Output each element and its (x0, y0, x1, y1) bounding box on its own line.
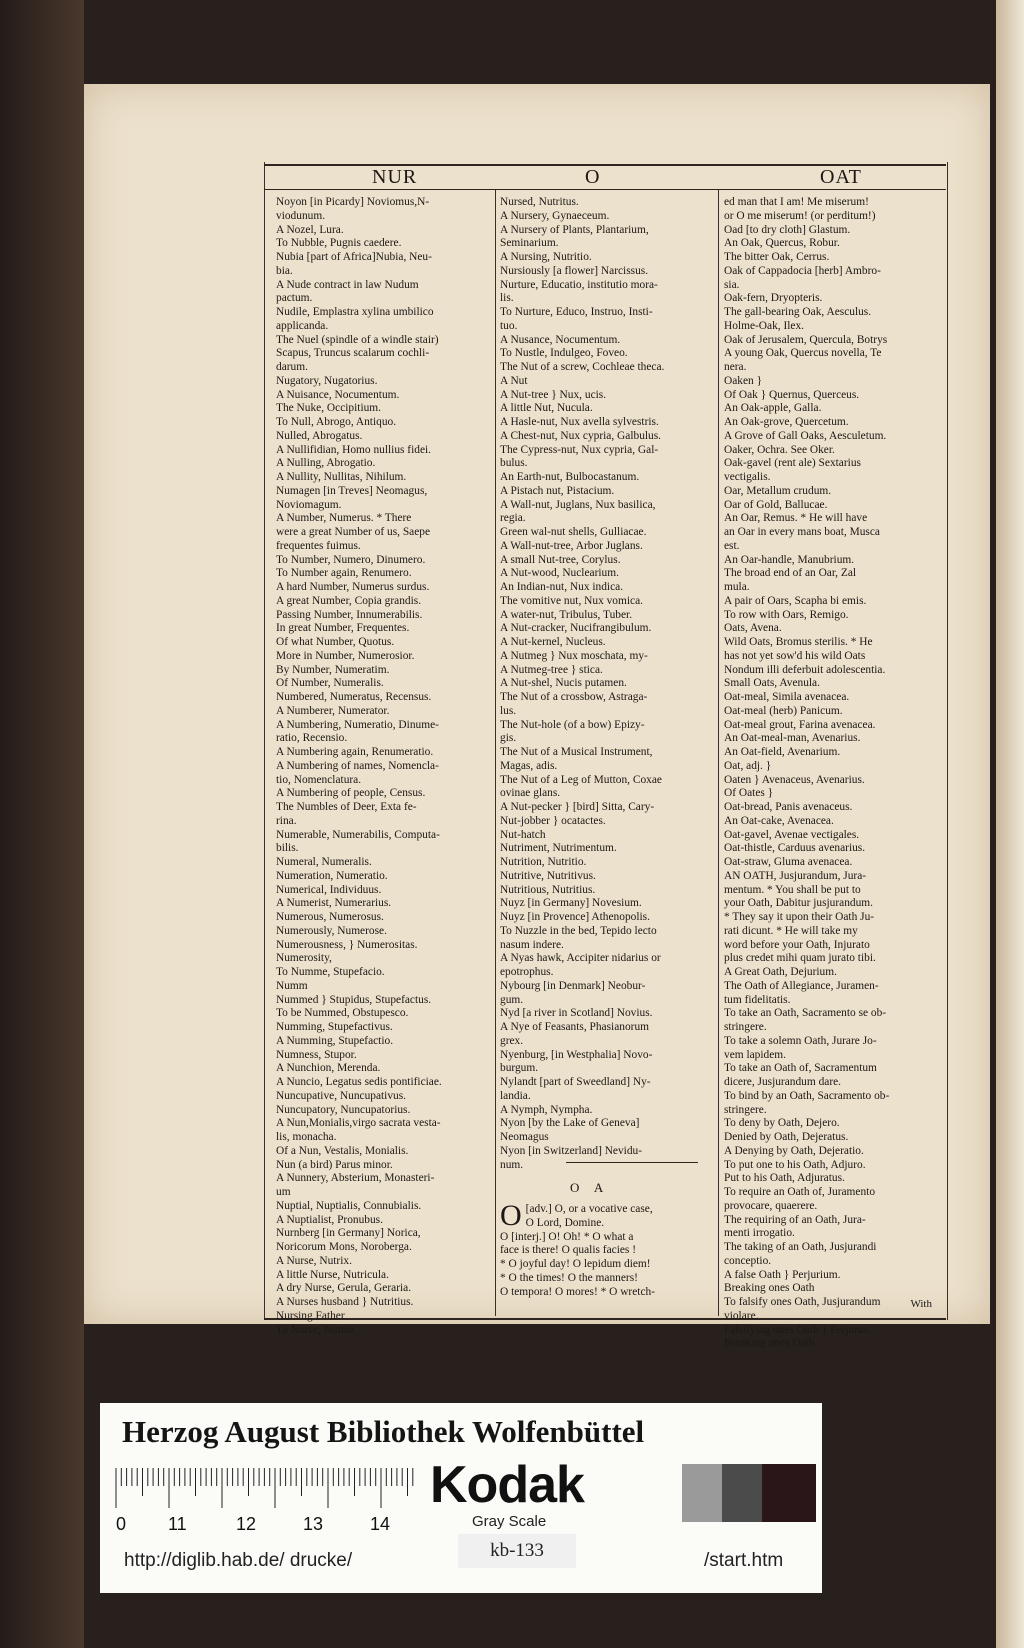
entry-line: An Oat-cake, Avenacea. (724, 814, 834, 827)
entry-line: To put one to his Oath, Adjuro. (724, 1158, 866, 1171)
entry-line: menti irrogatio. (724, 1227, 795, 1240)
entry-line: plus credet mihi quam jurato tibi. (724, 952, 876, 965)
entry-line: A Nurses husband } Nutritius. (276, 1296, 414, 1308)
entry-line: To take an Oath of, Sacramentum (724, 1062, 877, 1075)
entry-line: A Great Oath, Dejurium. (724, 966, 837, 978)
entry-line: A Nursing, Nutritio. (500, 251, 592, 263)
entry-line: To take an Oath, Sacramento se ob- (724, 1007, 887, 1020)
entry-line: By Number, Numeratim. (276, 663, 390, 676)
entry-line: stringere. (724, 1021, 767, 1033)
entry-line: Numerable, Numerabilis, Computa- (276, 828, 440, 841)
entry-line: To Nubble, Pugnis caedere. (276, 237, 402, 250)
entry-line: Oaten } Avenaceus, Avenarius. (724, 773, 865, 786)
entry-line: A Numbering, Numeratio, Dinume- (276, 718, 439, 731)
entry-line: An Oak, Quercus, Robur. (724, 237, 840, 250)
entry-line: Numerousness, } Numerositas. (276, 938, 418, 951)
entry-line: Nursiously [a flower] Narcissus. (500, 264, 649, 277)
entry-line: regia. (500, 512, 526, 525)
entry-line: A Numbering of people, Census. (276, 787, 426, 800)
entry-line: The Nut of a Leg of Mutton, Coxae (500, 773, 662, 786)
entry-line: An Oak-grove, Quercetum. (724, 416, 849, 428)
ruler-number: 12 (236, 1514, 257, 1534)
entry-line: A Numberer, Numerator. (276, 704, 390, 717)
entry-line: Nyon [by the Lake of Geneva] (500, 1117, 640, 1130)
entry-line: Oar, Metallum crudum. (724, 484, 832, 497)
entry-line: Numming, Stupefactivus. (276, 1021, 393, 1033)
entry-line: tuo. (500, 319, 518, 332)
entry-line: To Number again, Renumero. (276, 567, 412, 580)
entry-line: A Nurse, Nutrix. (276, 1254, 352, 1267)
entry-line: A water-nut, Tribulus, Tuber. (500, 608, 633, 621)
entry-line: A pair of Oars, Scapha bi emis. (724, 594, 867, 607)
entry-line: A Nude contract in law Nudum (276, 278, 419, 291)
entry-line: To row with Oars, Remigo. (724, 608, 849, 621)
entry-line: Nummed } Stupidus, Stupefactus. (276, 993, 432, 1006)
entry-line: dicere, Jusjurandum dare. (724, 1076, 842, 1088)
entry-line: ed man that I am! Me miserum! (724, 196, 869, 208)
entry-line: A Nutmeg-tree } stica. (500, 663, 603, 676)
header-rule (264, 189, 946, 190)
entry-line: A Hasle-nut, Nux avella sylvestris. (500, 416, 659, 428)
dictionary-column-1 (276, 196, 492, 1337)
entry-line: est. (724, 539, 740, 552)
entry-line: has not yet sow'd his wild Oats (724, 649, 866, 662)
library-name: Herzog August Bibliothek Wolfenbüttel (122, 1414, 645, 1449)
entry-line: Nudile, Emplastra xylina umbilico (276, 306, 434, 318)
ruler-number: 13 (303, 1514, 324, 1534)
entry-line: A Nursery of Plants, Plantarium, (500, 223, 649, 236)
entry-line: Nutritious, Nutritius. (500, 883, 596, 896)
entry-line: A Nut (500, 374, 528, 387)
entry-line: grex. (500, 1034, 524, 1047)
entry-line: Oak-fern, Dryopteris. (724, 292, 823, 305)
entry-line: Nurture, Educatio, institutio mora- (500, 278, 658, 291)
source-url-suffix[interactable]: /start.htm (704, 1550, 784, 1571)
entry-line: A Numbering of names, Nomencla- (276, 759, 439, 772)
entry-line: violare. (724, 1309, 759, 1322)
entry-line: O [interj.] O! Oh! * O what a (500, 1230, 634, 1243)
dictionary-column-2-section-o (500, 1199, 655, 1299)
entry-line: A Number, Numerus. * There (276, 512, 412, 525)
entry-line: A Nut-cracker, Nucifrangibulum. (500, 622, 652, 635)
dictionary-column-3 (724, 196, 940, 1351)
entry-line: Noricorum Mons, Noroberga. (276, 1241, 412, 1253)
entry-line: an Oar in every mans boat, Musca (724, 526, 880, 538)
entry-line: A Nymph, Nympha. (500, 1103, 593, 1116)
entry-line: The Nuke, Occipitium. (276, 402, 382, 415)
entry-line: Nulled, Abrogatus. (276, 429, 363, 442)
entry-line: A Nye of Feasants, Phasianorum (500, 1021, 650, 1033)
entry-line: O Lord, Domine. (525, 1216, 605, 1229)
entry-line: To Nuzzle in the bed, Tepido lecto (500, 924, 657, 937)
entry-line: The Nuel (spindle of a windle stair) (276, 333, 439, 346)
entry-line: An Oar, Remus. * He will have (724, 512, 868, 525)
section-heading: O A (570, 1180, 610, 1195)
entry-line: A Nut-tree } Nux, ucis. (500, 388, 607, 401)
entry-line: To falsify ones Oath, Jusjurandum (724, 1296, 881, 1308)
entry-line: A Wall-nut-tree, Arbor Juglans. (500, 539, 643, 552)
entry-line: To bind by an Oath, Sacramento ob- (724, 1089, 890, 1102)
entry-line: A Nuptialist, Pronubus. (276, 1213, 383, 1226)
entry-line: Oat-straw, Gluma avenacea. (724, 856, 853, 868)
entry-line: Nuyz [in Provence] Athenopolis. (500, 911, 650, 923)
entry-line: Put to his Oath, Adjuratus. (724, 1172, 845, 1185)
entry-line: Oat-gavel, Avenae vectigales. (724, 828, 860, 841)
entry-line: gum. (500, 993, 524, 1006)
entry-line: Of a Nun, Vestalis, Monialis. (276, 1144, 409, 1157)
entry-line: Numbered, Numeratus, Recensus. (276, 691, 432, 703)
entry-line: Oats, Avena. (724, 622, 782, 635)
entry-line: Scapus, Truncus scalarum cochli- (276, 347, 430, 360)
entry-line: stringere. (724, 1103, 767, 1116)
ruler-number: 14 (370, 1514, 391, 1534)
entry-line: conceptio. (724, 1254, 772, 1267)
entry-line: Oat-meal (herb) Panicum. (724, 704, 843, 717)
entry-line: Small Oats, Avenula. (724, 677, 820, 690)
entry-line: ratio, Recensio. (276, 732, 348, 745)
entry-line: A Nozel, Lura. (276, 223, 344, 236)
entry-line: provocare, quaerere. (724, 1199, 818, 1212)
entry-line: To Null, Abrogo, Antiquo. (276, 416, 397, 428)
entry-line: Oat-bread, Panis avenaceus. (724, 801, 853, 813)
entry-line: A Nuncio, Legatus sedis pontificiae. (276, 1076, 442, 1088)
entry-line: Oaken } (724, 374, 763, 387)
entry-line: Nutritive, Nutritivus. (500, 869, 596, 882)
entry-line: [adv.] O, or a vocative case, (525, 1203, 653, 1215)
entry-line: Nyenburg, [in Westphalia] Novo- (500, 1048, 653, 1061)
entry-line: Nuncupatory, Nuncupatorius. (276, 1103, 411, 1116)
entry-line: To Nurture, Educo, Instruo, Insti- (500, 306, 653, 318)
entry-line: A Numming, Stupefactio. (276, 1034, 394, 1047)
entry-line: To deny by Oath, Dejero. (724, 1117, 840, 1130)
entry-line: An Oat-field, Avenarium. (724, 746, 841, 758)
entry-line: Oat-thistle, Carduus avenarius. (724, 842, 866, 855)
entry-line: A Pistach nut, Pistacium. (500, 484, 615, 497)
entry-line: were a great Number of us, Saepe (276, 526, 431, 538)
entry-line: Breaking ones Oath (724, 1337, 815, 1350)
entry-line: bia. (276, 264, 293, 277)
running-head-left: NUR (372, 166, 418, 188)
entry-line: lis, monacha. (276, 1131, 337, 1143)
entry-line: A Nuisance, Nocumentum. (276, 388, 400, 401)
entry-line: The requiring of an Oath, Jura- (724, 1213, 866, 1226)
entry-line: Nubia [part of Africa]Nubia, Neu- (276, 251, 432, 263)
entry-line: um (276, 1186, 291, 1198)
entry-line: darum. (276, 361, 308, 373)
catchword: With (910, 1298, 932, 1310)
entry-line: A Numbering again, Renumeratio. (276, 746, 434, 758)
scale-ruler (114, 1468, 420, 1510)
entry-line: Noyon [in Picardy] Noviomus,N- (276, 196, 430, 208)
entry-line: Seminarium. (500, 237, 559, 250)
entry-line: To Numme, Stupefacio. (276, 966, 385, 978)
grayscale-label: Gray Scale (472, 1513, 547, 1530)
entry-line: Nursed, Nutritus. (500, 196, 579, 208)
entry-line: A Nullity, Nullitas, Nihilum. (276, 471, 407, 483)
entry-line: A dry Nurse, Gerula, Geraria. (276, 1282, 412, 1295)
entry-line: To take a solemn Oath, Jurare Jo- (724, 1034, 877, 1047)
running-head-right: OAT (820, 166, 862, 188)
entry-line: A Denying by Oath, Dejeratio. (724, 1144, 864, 1157)
entry-line: The broad end of an Oar, Zal (724, 567, 857, 580)
entry-line: A Nut-pecker } [bird] Sitta, Cary- (500, 801, 655, 813)
entry-line: vectigalis. (724, 471, 771, 483)
entry-line: Breaking ones Oath (724, 1282, 815, 1295)
entry-line: num. (500, 1158, 524, 1171)
entry-line: AN OATH, Jusjurandum, Jura- (724, 869, 867, 882)
entry-line: Nun (a bird) Parus minor. (276, 1158, 393, 1171)
entry-line: mentum. * You shall be put to (724, 883, 861, 896)
entry-line: * They say it upon their Oath Ju- (724, 911, 875, 923)
entry-line: A Nut-wood, Nuclearium. (500, 567, 619, 580)
entry-line: sia. (724, 278, 740, 291)
source-url[interactable]: http://diglib.hab.de/ drucke/ (124, 1550, 353, 1571)
entry-line: Of Oates } (724, 787, 774, 800)
entry-line: In great Number, Frequentes. (276, 622, 410, 635)
gray-swatch (722, 1464, 762, 1522)
entry-line: To be Nummed, Obstupesco. (276, 1007, 409, 1020)
entry-line: Oat-meal, Simila avenacea. (724, 691, 850, 703)
entry-line: rina. (276, 814, 297, 827)
entry-line: A false Oath } Perjurium. (724, 1268, 841, 1281)
entry-line: epotrophus. (500, 966, 554, 978)
entry-line: Oat, adj. } (724, 759, 772, 772)
entry-line: nera. (724, 361, 747, 373)
entry-line: Nutriment, Nutrimentum. (500, 842, 617, 855)
entry-line: The bitter Oak, Cerrus. (724, 251, 830, 263)
entry-line: The taking of an Oath, Jusjurandi (724, 1241, 877, 1253)
entry-line: A small Nut-tree, Corylus. (500, 553, 621, 566)
entry-line: A Grove of Gall Oaks, Aesculetum. (724, 429, 887, 442)
entry-line: landia. (500, 1089, 531, 1102)
entry-line: A Nutmeg } Nux moschata, my- (500, 649, 648, 662)
entry-line: Nyd [a river in Scotland] Novius. (500, 1007, 653, 1020)
entry-line: Oaker, Ochra. See Oker. (724, 443, 835, 456)
entry-line: Oad [to dry cloth] Glastum. (724, 223, 851, 236)
entry-line: * O the times! O the manners! (500, 1271, 638, 1284)
entry-line: Nuncupative, Nuncupativus. (276, 1089, 407, 1102)
entry-line: A Numerist, Numerarius. (276, 897, 392, 910)
entry-line: Numness, Stupor. (276, 1048, 357, 1061)
entry-line: A Nusance, Nocumentum. (500, 333, 621, 346)
dark-margin (0, 0, 84, 1648)
entry-line: A little Nurse, Nutricula. (276, 1268, 389, 1281)
entry-line: Nugatory, Nugatorius. (276, 374, 378, 387)
entry-line: Nyon [in Switzerland] Nevidu- (500, 1144, 643, 1157)
entry-line: Nut-hatch (500, 828, 546, 841)
column-rule (495, 190, 496, 1316)
entry-line: Numeration, Numeratio. (276, 869, 388, 882)
entry-line: Nylandt [part of Sweedland] Ny- (500, 1076, 651, 1088)
entry-line: Numeral, Numeralis. (276, 856, 372, 868)
entry-line: Nursing Father (276, 1309, 345, 1322)
entry-line: Wild Oats, Bromus sterilis. * He (724, 636, 873, 648)
ruler-number: 0 (116, 1514, 127, 1534)
entry-line: Nybourg [in Denmark] Neobur- (500, 979, 646, 992)
dictionary-column-2 (500, 196, 712, 1172)
entry-line: rati dicunt. * He will take my (724, 924, 858, 937)
entry-line: A Nursery, Gynaeceum. (500, 209, 610, 222)
entry-line: burgum. (500, 1062, 539, 1075)
entry-line: The Nut-hole (of a bow) Epizy- (500, 718, 645, 731)
entry-line: The gall-bearing Oak, Aesculus. (724, 306, 872, 318)
gray-swatch (762, 1464, 816, 1522)
entry-line: Falsifying ones Oath } Perjurus. (724, 1323, 871, 1336)
gray-swatch (682, 1464, 722, 1522)
entry-line: Nurnberg [in Germany] Norica, (276, 1227, 421, 1240)
entry-line: Oat-meal grout, Farina avenacea. (724, 718, 876, 731)
entry-line: tio, Nomenclatura. (276, 773, 362, 786)
entry-line: face is there! O qualis facies ! (500, 1244, 636, 1257)
entry-line: The Oath of Allegiance, Juramen- (724, 979, 879, 992)
entry-line: Nuyz [in Germany] Novesium. (500, 897, 642, 910)
entry-line: mula. (724, 581, 750, 593)
entry-line: An Indian-nut, Nux indica. (500, 581, 624, 593)
running-head-center: O (585, 166, 601, 188)
entry-line: A Nunnery, Absterium, Monasteri- (276, 1172, 435, 1185)
entry-line: Noviomagum. (276, 498, 342, 511)
entry-line: The Nut of a crossbow, Astraga- (500, 691, 648, 703)
entry-line: An Oat-meal-man, Avenarius. (724, 732, 861, 745)
entry-line: Nondum illi deferbuit adolescentia. (724, 663, 886, 676)
entry-line: Oak of Cappadocia [herb] Ambro- (724, 264, 881, 277)
entry-line: A Wall-nut, Juglans, Nux basilica, (500, 498, 656, 511)
entry-line: A young Oak, Quercus novella, Te (724, 347, 882, 360)
entry-line: Numm (276, 979, 308, 992)
entry-line: Nut-jobber } ocatactes. (500, 814, 606, 827)
entry-line: Of Oak } Quernus, Querceus. (724, 388, 860, 401)
entry-line: An Oak-apple, Galla. (724, 402, 822, 415)
entry-line: A great Number, Copia grandis. (276, 594, 422, 607)
entry-line: bulus. (500, 457, 528, 470)
call-number: kb-133 (458, 1534, 576, 1568)
entry-line: A Nut-kernel, Nucleus. (500, 636, 606, 648)
entry-line: The Nut of a Musical Instrument, (500, 746, 653, 758)
entry-line: word before your Oath, Injurato (724, 938, 870, 951)
entry-line: gis. (500, 732, 517, 745)
entry-line: A Nullifidian, Homo nullius fidei. (276, 443, 432, 456)
page-edge (996, 0, 1024, 1648)
entry-line: frequentes fuimus. (276, 539, 361, 552)
entry-line: To require an Oath of, Juramento (724, 1186, 876, 1198)
ruler-number: 11 (168, 1514, 187, 1534)
entry-line: tum fidelitatis. (724, 993, 791, 1006)
entry-line: To Number, Numero, Dinumero. (276, 553, 426, 566)
entry-line: The Cypress-nut, Nux cypria, Gal- (500, 443, 659, 456)
entry-line: A Nut-shel, Nucis putamen. (500, 677, 627, 690)
entry-line: * O joyful day! O lepidum diem! (500, 1258, 651, 1270)
entry-line: Nuptial, Nuptialis, Connubialis. (276, 1199, 422, 1212)
entry-line: An Earth-nut, Bulbocastanum. (500, 471, 640, 483)
entry-line: Numerosity, (276, 952, 332, 965)
entry-line: your Oath, Dabitur jusjurandum. (724, 897, 874, 910)
entry-line: Numagen [in Treves] Neomagus, (276, 484, 428, 497)
entry-line: viodunum. (276, 209, 326, 222)
entry-line: A Chest-nut, Nux cypria, Galbulus. (500, 429, 662, 442)
kodak-logo: Kodak (430, 1456, 584, 1514)
entry-line: lus. (500, 704, 517, 717)
entry-line: Magas, adis. (500, 759, 558, 772)
entry-line: Numerical, Individuus. (276, 883, 382, 896)
entry-line: Numerously, Numerose. (276, 924, 387, 937)
section-rule (566, 1162, 698, 1163)
entry-line: A hard Number, Numerus surdus. (276, 581, 430, 593)
entry-line: Green wal-nut shells, Gulliacae. (500, 526, 647, 538)
entry-line: A Nyas hawk, Accipiter nidarius or (500, 952, 661, 965)
entry-line: A Nulling, Abrogatio. (276, 457, 376, 470)
entry-line: bilis. (276, 842, 299, 855)
entry-line: ovinae glans. (500, 787, 561, 800)
entry-line: vem lapidem. (724, 1048, 786, 1061)
entry-line: Neomagus (500, 1131, 549, 1143)
entry-line: The Nut of a screw, Cochleae theca. (500, 361, 665, 373)
entry-line: Passing Number, Innumerabilis. (276, 608, 423, 621)
entry-line: Denied by Oath, Dejeratus. (724, 1131, 849, 1143)
column-rule (718, 190, 719, 1316)
entry-line: Of Number, Numeralis. (276, 677, 384, 690)
entry-line: Oak of Jerusalem, Quercula, Botrys (724, 333, 888, 346)
entry-line: Holme-Oak, Ilex. (724, 319, 805, 332)
entry-line: Nutrition, Nutritio. (500, 856, 587, 868)
entry-line: lis. (500, 292, 514, 305)
entry-line: Oar of Gold, Ballucae. (724, 498, 828, 511)
entry-line: Numerous, Numerosus. (276, 911, 384, 923)
entry-line: A Nunchion, Merenda. (276, 1062, 381, 1075)
entry-line: Oak-gavel (rent ale) Sextarius (724, 457, 861, 470)
entry-line: applicanda. (276, 319, 329, 332)
entry-line: To Nustle, Indulgeo, Foveo. (500, 347, 628, 360)
entry-line: nasum indere. (500, 938, 564, 951)
entry-line: To Nurse, Nutrio. (276, 1323, 357, 1336)
entry-line: pactum. (276, 292, 313, 305)
entry-line: The Numbles of Deer, Exta fe- (276, 801, 417, 813)
entry-line: or O me miserum! (or perditum!) (724, 209, 876, 222)
entry-line: The vomitive nut, Nux vomica. (500, 594, 643, 607)
entry-line: More in Number, Numerosior. (276, 649, 415, 662)
drop-cap: O (500, 1199, 522, 1232)
entry-line: An Oar-handle, Manubrium. (724, 553, 855, 566)
entry-line: A little Nut, Nucula. (500, 402, 593, 415)
entry-line: O tempora! O mores! * O wretch- (500, 1285, 655, 1298)
entry-line: A Nun,Monialis,virgo sacrata vesta- (276, 1117, 441, 1130)
entry-line: Of what Number, Quotus. (276, 636, 395, 648)
